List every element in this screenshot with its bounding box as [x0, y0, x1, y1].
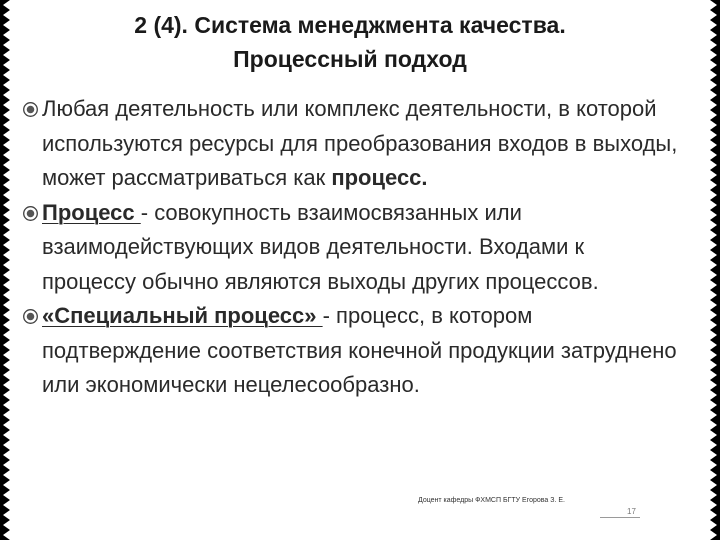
- circle-bullet-icon: [22, 205, 39, 222]
- footer-author: Доцент кафедры ФХМСП БГТУ Егорова З. Е.: [418, 497, 565, 504]
- left-zigzag-border: [0, 0, 14, 540]
- bullet-3-term: «Специальный процесс»: [42, 303, 323, 328]
- bullet-item-3: [22, 299, 682, 403]
- circle-bullet-icon: [22, 308, 39, 325]
- slide-title: [40, 8, 660, 76]
- circle-bullet-icon: [22, 101, 39, 118]
- bullet-item-1: [22, 92, 682, 196]
- slide-title-line-2: Процессный подход: [233, 46, 467, 72]
- slide-title-line-1: 2 (4). Система менеджмента качества.: [134, 12, 566, 38]
- bullet-1-text: Любая деятельность или комплекс деятельности, в которой используются ресурсы для преобразования входов в выходы, может рассматриваться как: [42, 96, 678, 190]
- bullet-1-term: процесс.: [331, 165, 428, 190]
- footer-divider: [600, 517, 640, 518]
- slide-body: [22, 92, 682, 403]
- right-zigzag-border: [706, 0, 720, 540]
- bullet-3-text: - процесс, в котором подтверждение соответствия конечной продукции затруднено или экономически нецелесообразно.: [42, 303, 677, 397]
- bullet-2-term: Процесс: [42, 199, 141, 225]
- bullet-2-text: - совокупность взаимосвязанных или взаимодействующих видов деятельности. Входами к процессу обычно являются выходы других процессов.: [42, 199, 599, 294]
- page-number: 17: [627, 507, 636, 516]
- bullet-item-2: [22, 196, 682, 300]
